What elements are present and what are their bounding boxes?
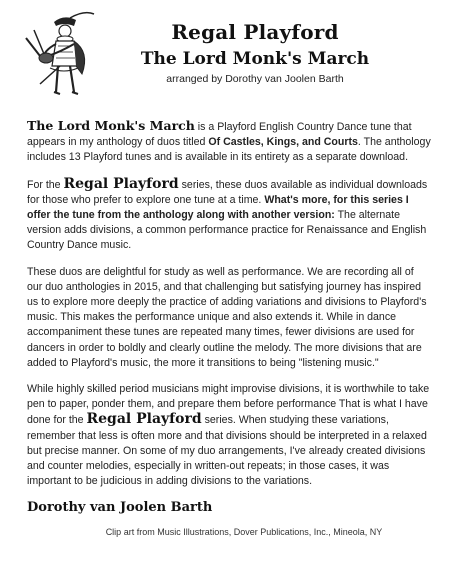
body-text [27,118,431,537]
header [120,20,390,85]
study-paragraph: These duos are delightful for study as well as performance. We are recording all of our duo anthologies in 2015, and that challenging but satisfying journey has inspired us to explore more deeply the practice of adding variations and divisions to Playford's music. This makes the performance unique and also extends it. While in dance accompaniment these tunes are repeated many times, fewer divisions are used for dancers in order to boldly and clearly outline the melody. The more divisions that are added to Playford's music, the more it transitions to being "listening music." [27,265,427,369]
intro-paragraph: The Lord Monk's March is a Playford English Country Dance tune that appears in my anthology of duos titled Of Castles, Kings, and Courts. The anthology includes 13 Playford tunes and is available in its entirety as a separate download. [27,118,431,164]
anthology-title: Of Castles, Kings, and Courts [208,136,358,149]
series-paragraph: For the Regal Playford series, these duos available as individual downloads for those who prefer to explore one tune at a time. What's more, for this series I offer the tune from the anthology along with another version: The alternate version adds divisions, a common performance practice for Renaissance and English Country Dance music. [27,175,428,252]
tune-name-inline: The Lord Monk's March [27,118,195,133]
series-name-inline: Regal Playford [63,175,179,192]
clip-art-credit: Clip art from Music Illustrations, Dover Publications, Inc., Mineola, NY [105,527,383,538]
tune-title: The Lord Monk's March [140,49,370,69]
offer-highlight: What's more, for this series I offer the tune from the anthology along with another version: [27,193,409,222]
arranger-credit: arranged by Dorothy van Joolen Barth [166,73,344,85]
author-signature: Dorothy van Joolen Barth [27,500,213,516]
document-title: Regal Playford [171,20,339,44]
divisions-paragraph: While highly skilled period musicians might improvise divisions, it is worthwhile to take pen to paper, ponder them, and prepare them before performance That is what I have done for the Regal Playford series. When studying these variations, remember that less is often more and that divisions should be interpreted in a relaxed but precise manner. On some of my duo arrangements, I've already created divisions and counter melodies, especially in written-out repeats; in those cases, it was important to be judicious in adding divisions to the variations. [27,383,430,488]
musician-illustration-icon [20,8,106,104]
series-name-inline: Regal Playford [86,411,202,428]
